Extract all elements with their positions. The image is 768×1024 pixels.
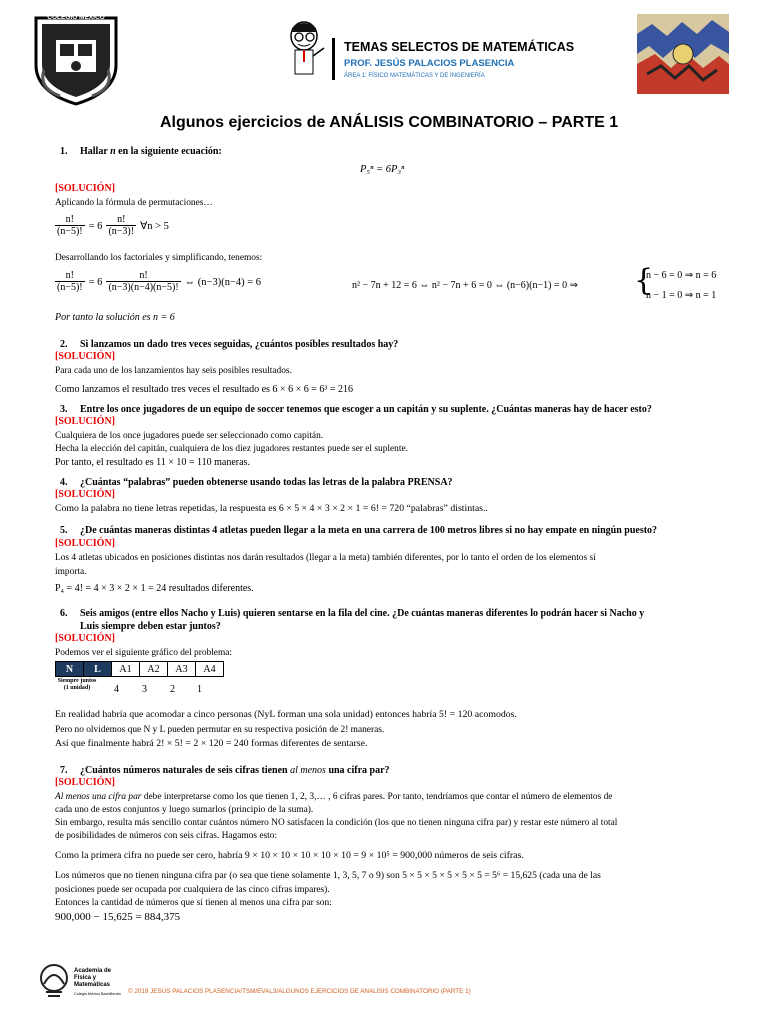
slot-a1: A1 — [112, 662, 140, 677]
q7-line-7: posiciones puede ser ocupada por cualquiera de las cinco cifras impares). — [55, 885, 330, 895]
question-number: 4. — [60, 477, 68, 488]
solution-label: [SOLUCIÓN] — [55, 183, 116, 194]
denominator: (n−3)(n−4)(n−5)! — [108, 282, 179, 293]
header-divider — [332, 38, 335, 80]
together-note: Siempre juntos (1 unidad) — [57, 678, 97, 691]
q3-line-3: Por tanto, el resultado es 11 × 10 = 110 maneras. — [55, 457, 250, 468]
footer-copyright: © 2019 JESÚS PALACIOS PLASENCIA/TSM/EVAL3/ALGUNOS EJERCICIOS DE ANALISIS COMBINATORIO (PARTE 1) — [128, 988, 471, 995]
q7-line-3: Sin embargo, resulta más sencillo contar cuántos número NO satisfacen la condición (los que no tienen ninguna cifra par) y restar este número al total — [55, 818, 618, 828]
q7-line-2: cada uno de estos conjuntos y luego sumarlos (principio de la suma). — [55, 805, 314, 815]
solution-label: [SOLUCIÓN] — [55, 777, 116, 788]
question-number: 7. — [60, 765, 68, 776]
q1-case-2: n − 1 = 0 ⇒ n = 1 — [646, 290, 717, 301]
question-7 — [60, 765, 390, 776]
equals: = 6 — [88, 277, 103, 289]
question-text: ¿Cuántos números naturales de seis cifras tienen — [80, 765, 291, 776]
question-number: 1. — [60, 146, 68, 157]
simplified: ⇔ (n−3)(n−4) = 6 — [184, 277, 262, 289]
professor-name: PROF. JESÚS PALACIOS PLASENCIA — [344, 58, 515, 69]
q2-line-1: Para cada uno de los lanzamientos hay seis posibles resultados. — [55, 366, 292, 376]
q1-line-1: Aplicando la fórmula de permutaciones… — [55, 198, 213, 208]
q5-line-2: importa. — [55, 567, 87, 577]
q7-line-4: de posibilidades de números con seis cifras. Hagamos esto: — [55, 831, 278, 841]
slot-a2: A2 — [140, 662, 168, 677]
professor-cartoon — [284, 20, 330, 82]
q3-line-1: Cualquiera de los once jugadores puede ser seleccionado como capitán. — [55, 431, 324, 441]
solution-label: [SOLUCIÓN] — [55, 538, 116, 549]
count-4: 1 — [197, 684, 202, 695]
q2-line-2: Como lanzamos el resultado tres veces el resultado es 6 × 6 × 6 = 6³ = 216 — [55, 384, 353, 395]
variable-n: n — [110, 146, 116, 157]
q5-line-1: Los 4 atletas ubicados en posiciones distintas nos darán resultados (llegar a la meta) también diferentes, por lo tanto el orden de los elementos sí — [55, 553, 596, 563]
question-number: 2. — [60, 339, 68, 350]
denominator: (n−5)! — [57, 282, 83, 293]
q1-line-2: Desarrollando los factoriales y simplificando, tenemos: — [55, 253, 263, 263]
count-2: 3 — [142, 684, 147, 695]
academy-name: Academia de Física y Matemáticas — [74, 968, 112, 988]
solution-label: [SOLUCIÓN] — [55, 489, 116, 500]
slot-n: N — [56, 662, 84, 677]
area-label: ÁREA 1: FÍSICO MATEMÁTICAS Y DE INGENIERÍA — [344, 73, 485, 79]
question-3 — [60, 404, 652, 415]
question-text-end: en la siguiente ecuación: — [115, 146, 222, 157]
question-6-cont: Luis siempre deben estar juntos? — [80, 621, 221, 632]
q1-formula-2 — [55, 270, 261, 293]
question-text: ¿Cuántas “palabras” pueden obtenerse usando todas las letras de la palabra PRENSA? — [80, 477, 453, 488]
question-text: Si lanzamos un dado tres veces seguidas, ¿cuántos posibles resultados hay? — [80, 339, 399, 350]
q3-line-2: Hecha la elección del capitán, cualquiera de los diez jugadores restantes puede ser el suplente. — [55, 444, 408, 454]
brace: { — [634, 263, 654, 298]
slot-a4: A4 — [196, 662, 224, 677]
seating-diagram — [55, 661, 224, 677]
numerator: n! — [106, 270, 180, 282]
question-2 — [60, 339, 398, 350]
q1-equation: P₅ⁿ = 6P₃ⁿ — [360, 164, 405, 175]
solution-label: [SOLUCIÓN] — [55, 633, 116, 644]
q7-line-6: Los números que no tienen ninguna cifra par (o sea que tiene solamente 1, 3, 5, 7 o 9) son 5 × 5 × 5 × 5 × 5 × 5 = 5⁶ = 15,625 (cada una de las — [55, 870, 601, 881]
academy-subtitle: Colegio México Bachillerato — [74, 992, 121, 996]
q1-chain: n² − 7n + 12 = 6 ⇔ n² − 7n + 6 = 0 ⇔ (n−6)(n−1) = 0 ⇒ — [352, 280, 578, 291]
denominator: (n−5)! — [57, 226, 83, 237]
slot-a3: A3 — [168, 662, 196, 677]
numerator: n! — [55, 270, 85, 282]
denominator: (n−3)! — [108, 226, 135, 237]
q6-line-2: En realidad habría que acomodar a cinco personas (NyL forman una sola unidad) entonces habría 5! = 120 acomodos. — [55, 709, 517, 720]
numerator: n! — [106, 214, 136, 226]
course-title: TEMAS SELECTOS DE MATEMÁTICAS — [344, 40, 575, 54]
question-6 — [60, 608, 644, 619]
q7-line-5: Como la primera cifra no puede ser cero, habría 9 × 10 × 10 × 10 × 10 × 10 = 9 × 10⁵ = 900,000 números de seis cifras. — [55, 850, 524, 861]
question-5 — [60, 525, 657, 536]
q1-formula-1 — [55, 214, 169, 237]
solution-label: [SOLUCIÓN] — [55, 351, 116, 362]
q5-line-3: P₄ = 4! = 4 × 3 × 2 × 1 = 24 resultados diferentes. — [55, 583, 254, 594]
emphasis: Al menos una cifra par — [55, 792, 142, 802]
q1-case-1: n − 6 = 0 ⇒ n = 6 — [646, 270, 717, 281]
academy-logo — [38, 962, 70, 1002]
equals: = 6 — [88, 221, 103, 233]
q6-line-4: Así que finalmente habrá 2! × 5! = 2 × 120 = 240 formas diferentes de sentarse. — [55, 738, 368, 749]
question-number: 3. — [60, 404, 68, 415]
q7-line-1 — [55, 791, 612, 803]
question-text-end: una cifra par? — [325, 765, 390, 776]
school-logo — [30, 10, 122, 106]
count-3: 2 — [170, 684, 175, 695]
document-title: Algunos ejercicios de ANÁLISIS COMBINATORIO – PARTE 1 — [160, 114, 619, 131]
q6-line-3: Pero no olvidemos que N y L pueden permutar en su respectiva posición de 2! maneras. — [55, 725, 385, 735]
question-number: 6. — [60, 608, 68, 619]
solution-label: [SOLUCIÓN] — [55, 416, 116, 427]
question-text: Hallar — [80, 146, 111, 157]
question-text: Entre los once jugadores de un equipo de soccer tenemos que escoger a un capitán y su suplente. ¿Cuántas maneras hay de hacer esto? — [80, 404, 652, 415]
numerator: n! — [55, 214, 85, 226]
q6-line-1: Podemos ver el siguiente gráfico del problema: — [55, 648, 233, 658]
question-text: ¿De cuántas maneras distintas 4 atletas pueden llegar a la meta en una carrera de 100 metros libres si no hay empate en ningún puesto? — [80, 525, 658, 536]
escher-image — [637, 14, 729, 94]
question-text: Seis amigos (entre ellos Nacho y Luis) quieren sentarse en la fila del cine. ¿De cuántas maneras diferentes lo podrán hacer si Nacho y — [80, 608, 645, 619]
line-text: debe interpretarse como los que tienen 1, 2, 3,… , 6 cifras pares. Por tanto, tendríamos que contar el número de elementos de — [141, 792, 613, 802]
q7-result: 900,000 − 15,625 = 884,375 — [55, 911, 181, 923]
condition: ∀n > 5 — [140, 221, 169, 233]
q4-line-1: Como la palabra no tiene letras repetidas, la respuesta es 6 × 5 × 4 × 3 × 2 × 1 = 6! = 720 “palabras” distintas.. — [55, 503, 488, 514]
question-4 — [60, 477, 453, 488]
slot-l: L — [84, 662, 112, 677]
q1-conclusion: Por tanto la solución es n = 6 — [55, 312, 175, 323]
question-number: 5. — [60, 525, 68, 536]
question-emphasis: al menos — [290, 765, 326, 776]
question-1 — [60, 146, 222, 157]
logo-text: COLEGIO MÉXICO — [47, 14, 105, 21]
q7-line-8: Entonces la cantidad de números que sí tienen al menos una cifra par son: — [55, 898, 332, 908]
count-1: 4 — [114, 684, 119, 695]
